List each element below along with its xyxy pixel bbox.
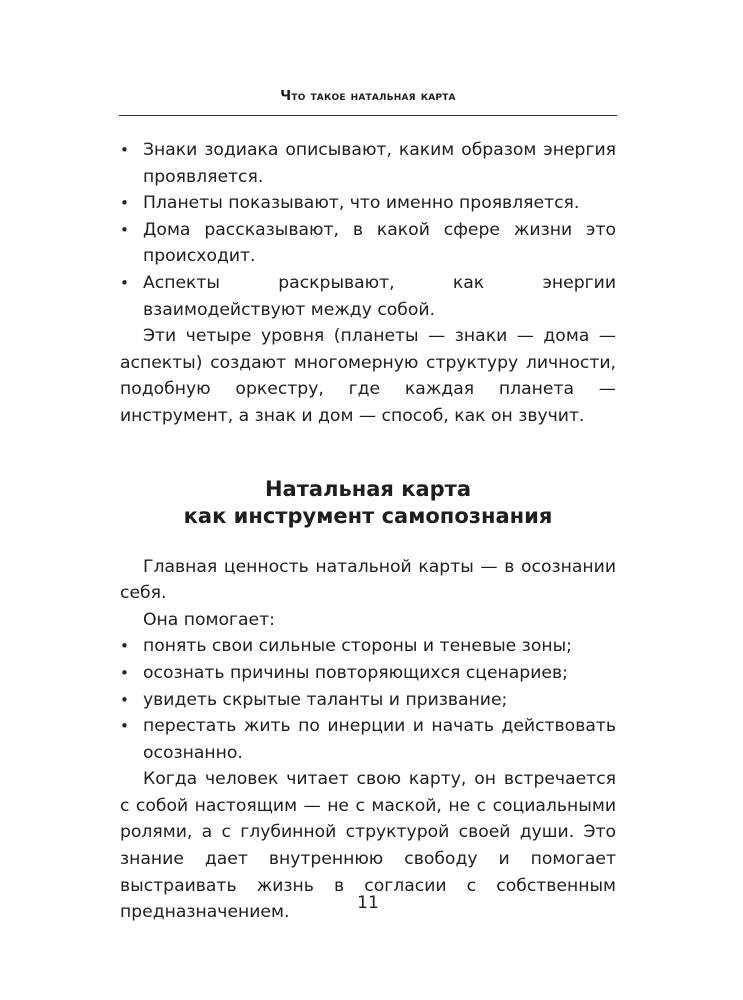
- list-item: • Планеты показывают, что именно проявляется.: [120, 190, 616, 217]
- header-rule: [119, 115, 617, 116]
- list-item: • увидеть скрытые таланты и призвание;: [120, 687, 616, 714]
- list-item: • Знаки зодиака описывают, каким образом энергия проявляется.: [120, 137, 616, 190]
- list-item: • понять свои сильные стороны и теневые зоны;: [120, 633, 616, 660]
- paragraph-reading: Когда человек читает свою карту, он встречается с собой настоящим — не с маской, не с социальными ролями, а с глубинной структурой своей души. Это знание дает внутреннюю свободу и помогает выстраивать жизнь в согласии с собственным предназначением.: [120, 769, 616, 923]
- list-item: • осознать причины повторяющихся сценариев;: [120, 660, 616, 687]
- spacer: [120, 430, 616, 476]
- helps-intro: Она помогает:: [143, 609, 275, 630]
- page-content: [120, 137, 616, 926]
- paragraph-value: Главная ценность натальной карты — в осознании себя.: [120, 556, 616, 604]
- section-title-line-1: Натальная карта: [264, 476, 472, 501]
- list-item: • Дома рассказывают, в какой сфере жизни это происходит.: [120, 217, 616, 270]
- section-title: [120, 476, 616, 530]
- bullet-list-helps: [120, 633, 616, 766]
- page-number: 11: [357, 893, 379, 913]
- section-title-line-2: как инструмент самопознания: [183, 503, 553, 528]
- list-item: • перестать жить по инерции и начать действовать осознанно.: [120, 713, 616, 766]
- list-item: • Аспекты раскрывают, как энергии взаимодействуют между собой.: [120, 270, 616, 323]
- paragraph-levels: Эти четыре уровня (планеты — знаки — дома — аспекты) создают многомерную структуру личности, подобную оркестру, где каждая планета — инструмент, а знак и дом — способ, как он звучит.: [120, 326, 616, 426]
- running-head: Что такое натальная карта: [280, 88, 456, 104]
- spacer: [120, 530, 616, 554]
- bullet-list-levels: [120, 137, 616, 323]
